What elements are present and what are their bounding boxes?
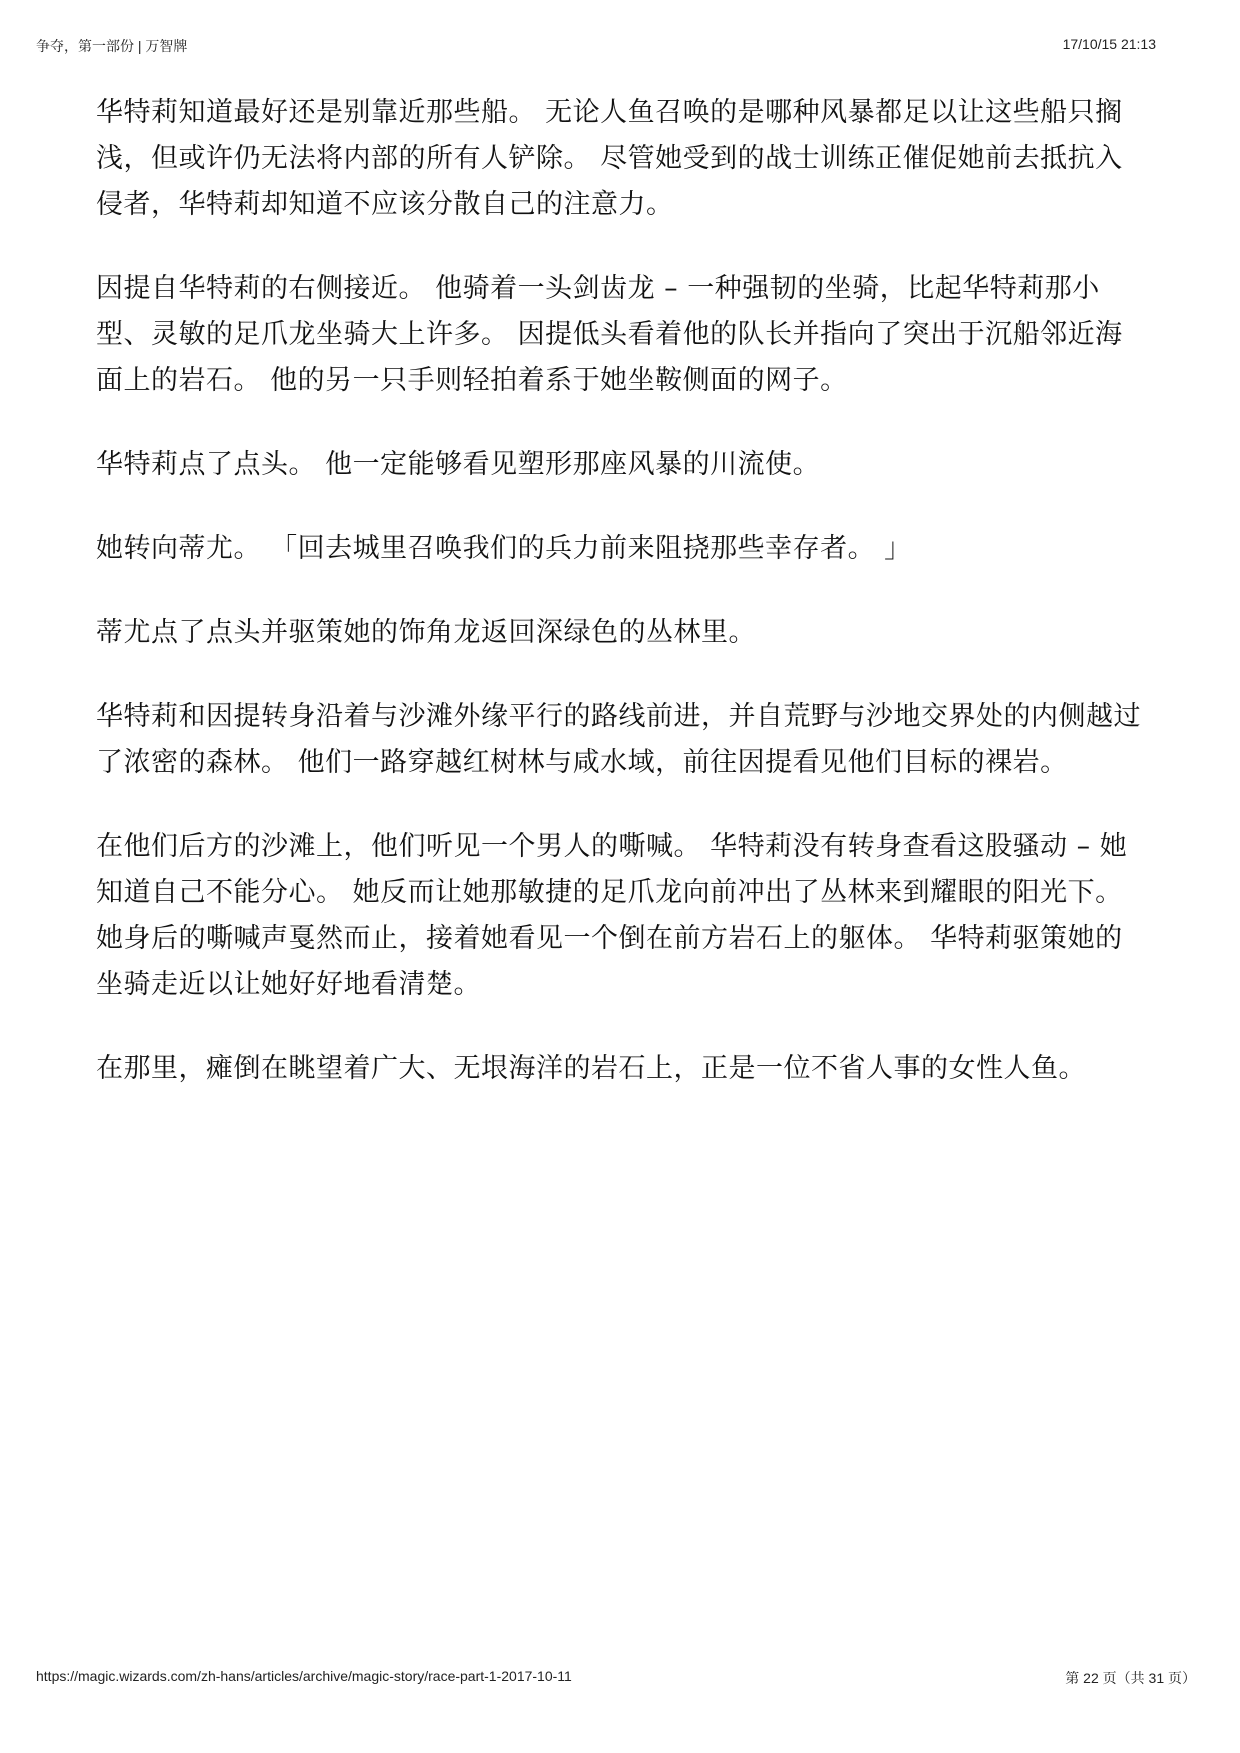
page-number: 第 22 页（共 31 页） — [1065, 1670, 1196, 1686]
document-title: 争夺，第一部份 | 万智牌 — [36, 38, 188, 54]
paragraph: 她转向蒂尤。 「回去城里召唤我们的兵力前来阻挠那些幸存者。 」 — [96, 533, 912, 564]
paragraph: 在他们后方的沙滩上，他们听见一个男人的嘶喊。 华特莉没有转身查看这股骚动 – 她知道自己不能分心。 她反而让她那敏捷的足爪龙向前冲出了丛林来到耀眼的阳光下。 她身后的嘶喊声戛然而止，接着她看见一个倒在前方岩石上的躯体。 华特莉驱策她的坐骑走近以让她好好地看清楚。 — [96, 831, 1128, 1000]
page-header — [36, 36, 1204, 56]
page-footer — [36, 1668, 1204, 1688]
paragraph: 华特莉知道最好还是别靠近那些船。 无论人鱼召唤的是哪种风暴都足以让这些船只搁浅，但或许仍无法将内部的所有人铲除。 尽管她受到的战士训练正催促她前去抵抗入侵者，华特莉却知道不应该分散自己的注意力。 — [96, 97, 1123, 220]
article-body — [96, 90, 1146, 1130]
paragraph: 蒂尤点了点头并驱策她的饰角龙返回深绿色的丛林里。 — [96, 617, 756, 648]
print-timestamp: 17/10/15 21:13 — [1062, 36, 1156, 52]
paragraph: 华特莉点了点头。 他一定能够看见塑形那座风暴的川流使。 — [96, 449, 821, 480]
paragraph: 因提自华特莉的右侧接近。 他骑着一头剑齿龙 – 一种强韧的坐骑，比起华特莉那小型、灵敏的足爪龙坐骑大上许多。 因提低头看着他的队长并指向了突出于沉船邻近海面上的岩石。 他的另一只手则轻拍着系于她坐鞍侧面的网子。 — [96, 273, 1123, 396]
paragraph: 在那里，瘫倒在眺望着广大、无垠海洋的岩石上，正是一位不省人事的女性人鱼。 — [96, 1053, 1086, 1084]
paragraph: 华特莉和因提转身沿着与沙滩外缘平行的路线前进，并自荒野与沙地交界处的内侧越过了浓密的森林。 他们一路穿越红树林与咸水域，前往因提看见他们目标的裸岩。 — [96, 701, 1141, 778]
source-url: https://magic.wizards.com/zh-hans/articles/archive/magic-story/race-part-1-2017-10-11 — [36, 1668, 572, 1684]
